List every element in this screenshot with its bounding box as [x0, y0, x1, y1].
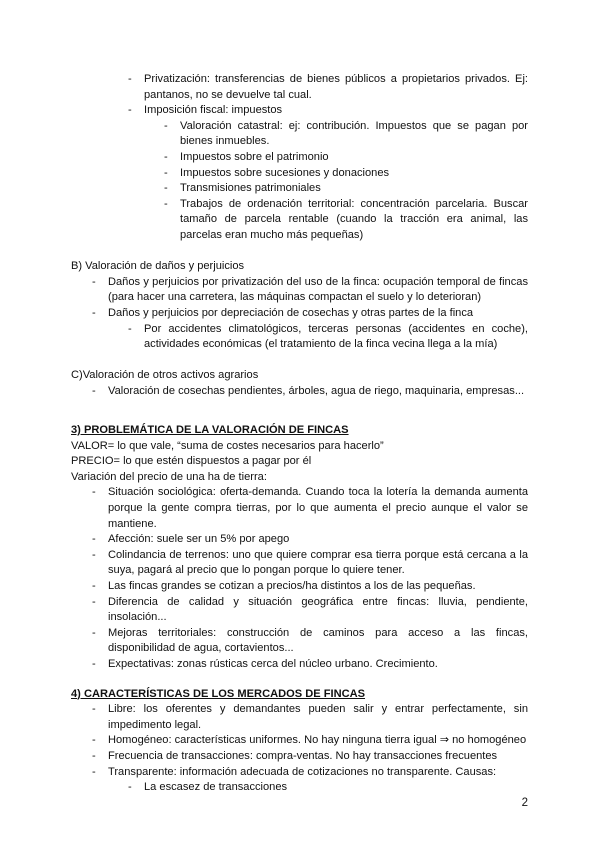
list-item: - Valoración catastral: ej: contribución. Impuestos que se pagan por bienes inmuebles.	[164, 119, 528, 148]
section-c-title: C)Valoración de otros activos agrarios	[71, 369, 259, 382]
list-item: - Transparente: información adecuada de cotizaciones no transparente. Causas:	[92, 765, 497, 778]
list-item: - Libre: los oferentes y demandantes pueden salir y entrar perfectamente, sin impedimento legal.	[92, 703, 528, 731]
section-b-list	[0, 275, 600, 353]
section-c-list	[0, 384, 600, 400]
list-item: - Daños y perjuicios por depreciación de cosechas y otras partes de la finca	[92, 306, 474, 319]
section-4-list	[0, 702, 600, 796]
list-item: - Frecuencia de transacciones: compra-ventas. No hay transacciones frecuentes	[92, 749, 498, 762]
list-item: - Las fincas grandes se cotizan a precios/ha distintos a los de las pequeñas.	[92, 580, 476, 592]
list-item: - La escasez de transacciones	[128, 781, 288, 794]
section-a-list	[0, 72, 600, 244]
list-item: - Colindancia de terrenos: uno que quiere comprar esa tierra porque está cercana a la suya, pagará al precio que lo pongan porque lo quiere tener.	[92, 548, 528, 577]
list-item: - Daños y perjuicios por privatización del uso de la finca: ocupación temporal de fincas (para hacer una carretera, las máquinas compactan el suelo y lo deterioran)	[92, 275, 528, 304]
list-item: - Situación sociológica: oferta-demanda. Cuando toca la lotería la demanda aumenta porque la gente compra tierras, por lo que aumenta el precio aunque el valor se mantiene.	[92, 486, 528, 530]
list-item: - Impuestos sobre el patrimonio	[164, 150, 329, 163]
list-item: - Valoración de cosechas pendientes, árboles, agua de riego, maquinaria, empresas...	[92, 384, 525, 397]
definition-line: VALOR= lo que vale, “suma de costes necesarios para hacerlo”	[71, 439, 384, 452]
list-item: - Homogéneo: características uniformes. No hay ninguna tierra igual ⇒ no homogéneo	[92, 734, 527, 747]
section-3-heading: 3) PROBLEMÁTICA DE LA VALORACIÓN DE FINCAS	[71, 424, 349, 437]
list-item: - Expectativas: zonas rústicas cerca del núcleo urbano. Crecimiento.	[92, 657, 438, 670]
list-item: - Afección: suele ser un 5% por apego	[92, 533, 290, 546]
list-item: - Transmisiones patrimoniales	[164, 182, 321, 195]
list-item: - Privatización: transferencias de bienes públicos a propietarios privados. Ej: pantanos, no se devuelve tal cual.	[128, 73, 528, 101]
list-item: - Impuestos sobre sucesiones y donaciones	[164, 166, 390, 179]
list-item: - Mejoras territoriales: construcción de caminos para acceso a las fincas, disponibilidad de agua, cortavientos...	[92, 626, 528, 655]
definition-line: PRECIO= lo que estén dispuestos a pagar por él	[71, 455, 312, 468]
definition-line: Variación del precio de una ha de tierra:	[71, 470, 267, 483]
list-item: - Por accidentes climatológicos, terceras personas (accidentes en coche), actividades económicas (el tratamiento de la finca vecina llega a la mía)	[128, 322, 528, 351]
list-item: - Trabajos de ordenación territorial: concentración parcelaria. Buscar tamaño de parcela rentable (cuando la tracción era animal, las parcelas eran mucho más pequeñas)	[164, 197, 528, 241]
list-item: - Imposición fiscal: impuestos	[128, 104, 283, 117]
section-4-heading: 4) CARACTERÍSTICAS DE LOS MERCADOS DE FINCAS	[71, 687, 366, 700]
page-number: 2	[521, 797, 528, 809]
section-3-list	[0, 485, 600, 672]
section-b-title: B) Valoración de daños y perjuicios	[71, 260, 245, 273]
list-item: - Diferencia de calidad y situación geográfica entre fincas: lluvia, pendiente, insolación...	[92, 595, 528, 624]
